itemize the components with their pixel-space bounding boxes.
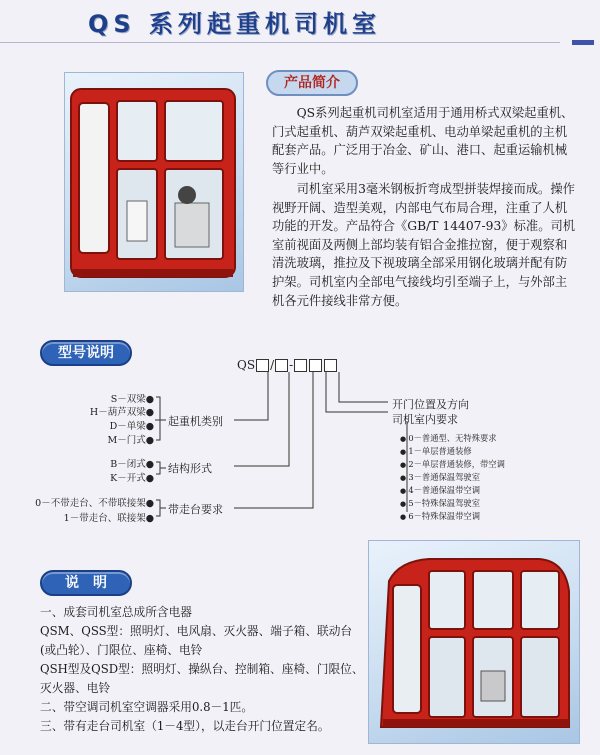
crane-type-d: D－单梁● <box>109 421 154 432</box>
inner-option-6: ● 6－特殊保温带空调 <box>400 511 480 521</box>
intro-heading: 产品简介 <box>266 70 358 96</box>
structure-closed: B－闭式● <box>110 459 154 470</box>
note-line-6: 二、带空调司机室空调器采用0.8－1匹。 <box>40 700 254 714</box>
page-title: QS 系列起重机司机室 <box>88 10 382 38</box>
inner-option-3: ● 3－普通保温驾驶室 <box>400 472 480 482</box>
note-line-4: QSH型及QSD型：照明灯、操纵台、控制箱、座椅、门限位、 <box>40 662 364 676</box>
note-line-3: (或凸轮）、门限位、座椅、电铃 <box>40 643 203 657</box>
note-line-2: QSM、QSS型：照明灯、电风扇、灭火器、端子箱、联动台 <box>40 624 353 638</box>
model-code-sep1: / <box>270 358 275 372</box>
inner-option-4: ● 4－普通保温带空调 <box>400 485 480 495</box>
note-line-5: 灭火器、电铃 <box>40 681 111 695</box>
crane-type-m: M－门式● <box>107 435 154 446</box>
inner-requirements-label: 司机室内要求 <box>392 413 458 426</box>
walkway-with: 1－带走台、联接架● <box>63 513 154 524</box>
cabin-photo-open <box>368 540 580 744</box>
model-code-prefix: QS <box>237 358 256 372</box>
note-line-1: 一、成套司机室总成所含电器 <box>40 605 192 619</box>
crane-type-s: S－双梁● <box>110 394 154 405</box>
open-cabin-illustration <box>369 541 579 743</box>
inner-option-2: ● 2－单层普通装修，带空调 <box>400 459 505 469</box>
structure-open: K－开式● <box>110 473 154 484</box>
intro-paragraph-2: 司机室采用3毫米钢板折弯成型拼装焊接而成。操作视野开阔、造型美观，内部电气布局合理，注重了人机功能的开发。产品符合《GB/T 14407-93》标准。司机室前视面及两侧上部均装有铝合金推拉窗，便于观察和清洗玻璃，推拉及下视玻璃全部采用钢化玻璃并配有防护架。司机室内全部电气接线均引至端子上，与外部主机各元件接线非常方便。 <box>272 182 576 308</box>
walkway-none: 0－不带走台、不带联接架● <box>35 498 154 509</box>
crane-category-label: 起重机类别 <box>168 415 223 428</box>
inner-options-list <box>400 432 505 523</box>
inner-option-5: ● 5－特殊保温驾驶室 <box>400 498 480 508</box>
inner-option-1: ● 1－单层普通装修 <box>400 446 472 456</box>
door-position-label: 开门位置及方向 <box>392 398 469 411</box>
notes-body <box>40 603 370 736</box>
walkway-label: 带走台要求 <box>168 503 223 516</box>
intro-paragraph-1: QS系列起重机司机室适用于通用桥式双梁起重机、门式起重机、葫芦双梁起重机、电动单梁起重机的主机配套产品。广泛用于冶金、矿山、港口、起重运输机械等行业中。 <box>272 106 574 176</box>
note-line-7: 三、带有走台司机室（1－4型），以走台开门位置定名。 <box>40 719 330 733</box>
model-code-sep2: - <box>289 358 294 372</box>
crane-type-h: H－葫芦双梁● <box>89 407 154 418</box>
structure-label: 结构形式 <box>168 462 212 475</box>
notes-heading: 说 明 <box>40 570 132 596</box>
model-heading: 型号说明 <box>40 340 132 366</box>
inner-option-0: ● 0－普通型、无特殊要求 <box>400 433 497 443</box>
